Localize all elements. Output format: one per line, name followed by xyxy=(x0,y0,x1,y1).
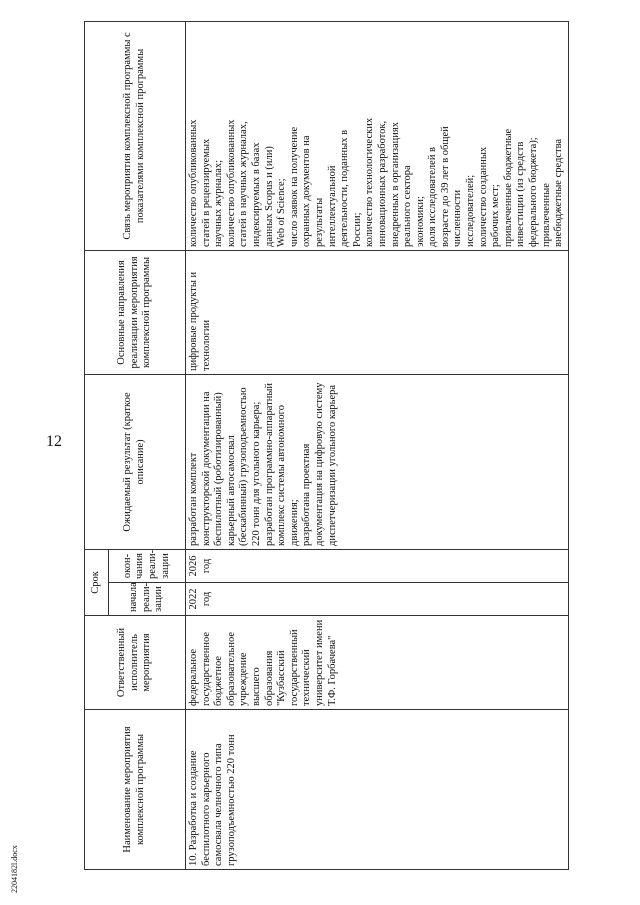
cell-end: 2026 год xyxy=(186,549,569,582)
cell-link xyxy=(186,21,569,250)
executor-line: образования xyxy=(263,650,275,706)
link-line: внедренных в организациях xyxy=(389,122,401,247)
executor-line: "Кузбасский xyxy=(276,650,288,706)
header-start: начала реали- зации xyxy=(108,583,185,616)
executor-line: учреждение xyxy=(238,652,250,706)
link-line: количество технологических xyxy=(364,117,376,247)
link-line: численности xyxy=(452,189,464,247)
executor-line: технический xyxy=(301,649,313,706)
link-line: количество опубликованных xyxy=(225,119,237,247)
result-line: конструкторской документации на xyxy=(200,391,212,546)
link-line: исследователей; xyxy=(465,174,477,247)
result-line: разработан программно-аппаратный xyxy=(263,383,275,546)
link-line: рабочих мест; xyxy=(490,184,502,247)
header-term: Срок xyxy=(85,549,109,615)
cell-name: 10. Разработка и создание беспилотного карьерного самосвала челночного типа грузоподъемностью 220 тонн xyxy=(186,710,569,870)
link-line: внебюджетные средства xyxy=(553,138,565,247)
cell-executor xyxy=(186,616,569,710)
link-line: привлеченные xyxy=(540,183,552,247)
link-line: инвестиции (из средств xyxy=(515,141,527,247)
result-line: диспетчеризации угольного карьера xyxy=(326,384,338,546)
table-row xyxy=(186,21,569,869)
link-line: экономики; xyxy=(414,196,426,247)
result-line: беспилотный (роботизированный) xyxy=(213,392,225,546)
link-line: индексируемых в базах xyxy=(250,142,262,247)
result-line: разработана проектная xyxy=(301,443,313,546)
direction-line: технологии xyxy=(200,319,212,371)
link-line: результаты xyxy=(313,197,325,247)
link-line: число заявок на получение xyxy=(288,126,300,247)
cell-start: 2022 год xyxy=(186,583,569,616)
page-number: 12 xyxy=(46,433,62,450)
header-direction: Основные направления реализации мероприятия комплексной программы xyxy=(85,250,186,374)
result-line: комплекс системы автономного xyxy=(276,405,288,546)
link-line: статей в научных журналах, xyxy=(238,121,250,247)
header-executor: Ответственный исполнитель мероприятия xyxy=(85,616,186,710)
executor-line: государственное xyxy=(200,631,212,706)
link-line: деятельности, поданных в xyxy=(339,129,351,247)
direction-line: цифровые продукты и xyxy=(188,271,199,371)
executor-line: Т.Ф. Горбачева" xyxy=(326,635,338,706)
link-line: статей в рецензируемых xyxy=(200,138,212,247)
result-line: 220 тонн для угольного карьера; xyxy=(250,401,262,546)
link-line: доля исследователей в xyxy=(427,146,439,247)
link-line: возрасте до 39 лет в общей xyxy=(439,126,451,247)
header-link: Связь мероприятия комплексной программы с показателями комплексной программы xyxy=(85,21,186,250)
result-line: карьерный автосамосвал xyxy=(225,435,237,546)
executor-line: университет имени xyxy=(313,619,325,706)
link-line: интеллектуальной xyxy=(326,165,338,247)
header-name: Наименование мероприятия комплексной программы xyxy=(85,710,186,870)
executor-line: бюджетное xyxy=(213,655,225,706)
link-line: количество созданных xyxy=(477,146,489,247)
link-line: научных журналах; xyxy=(213,159,225,247)
link-line: инновационных разработок, xyxy=(376,120,388,247)
executor-line: образовательное xyxy=(225,632,237,706)
result-line: разработан комплект xyxy=(188,452,199,546)
executor-line: высшего xyxy=(250,667,262,706)
link-line: количество опубликованных xyxy=(188,119,199,247)
cell-result xyxy=(186,374,569,549)
header-result: Ожидаемый результат (краткое описание) xyxy=(85,374,186,549)
result-line: документация на цифровую систему xyxy=(313,382,325,546)
result-line: движения; xyxy=(288,499,300,546)
program-table xyxy=(84,21,569,870)
link-line: данных Scopus и (или) xyxy=(263,146,275,247)
executor-line: государственный xyxy=(288,629,300,706)
link-line: федерального бюджета); xyxy=(528,137,540,247)
executor-line: федеральное xyxy=(188,648,199,706)
link-line: привлеченные бюджетные xyxy=(502,128,514,247)
link-line: реального сектора xyxy=(402,165,414,247)
link-line: России; xyxy=(351,212,363,247)
result-line: (бескабинный) грузоподъемностью xyxy=(238,387,250,546)
header-end: окон- чания реали- зации xyxy=(108,549,185,582)
document-filename: 2204182l.docx xyxy=(10,845,19,893)
rotated-table-frame xyxy=(84,22,565,870)
cell-direction xyxy=(186,250,569,374)
link-line: охранных документов на xyxy=(301,135,313,247)
link-line: Web of Science; xyxy=(276,178,288,247)
